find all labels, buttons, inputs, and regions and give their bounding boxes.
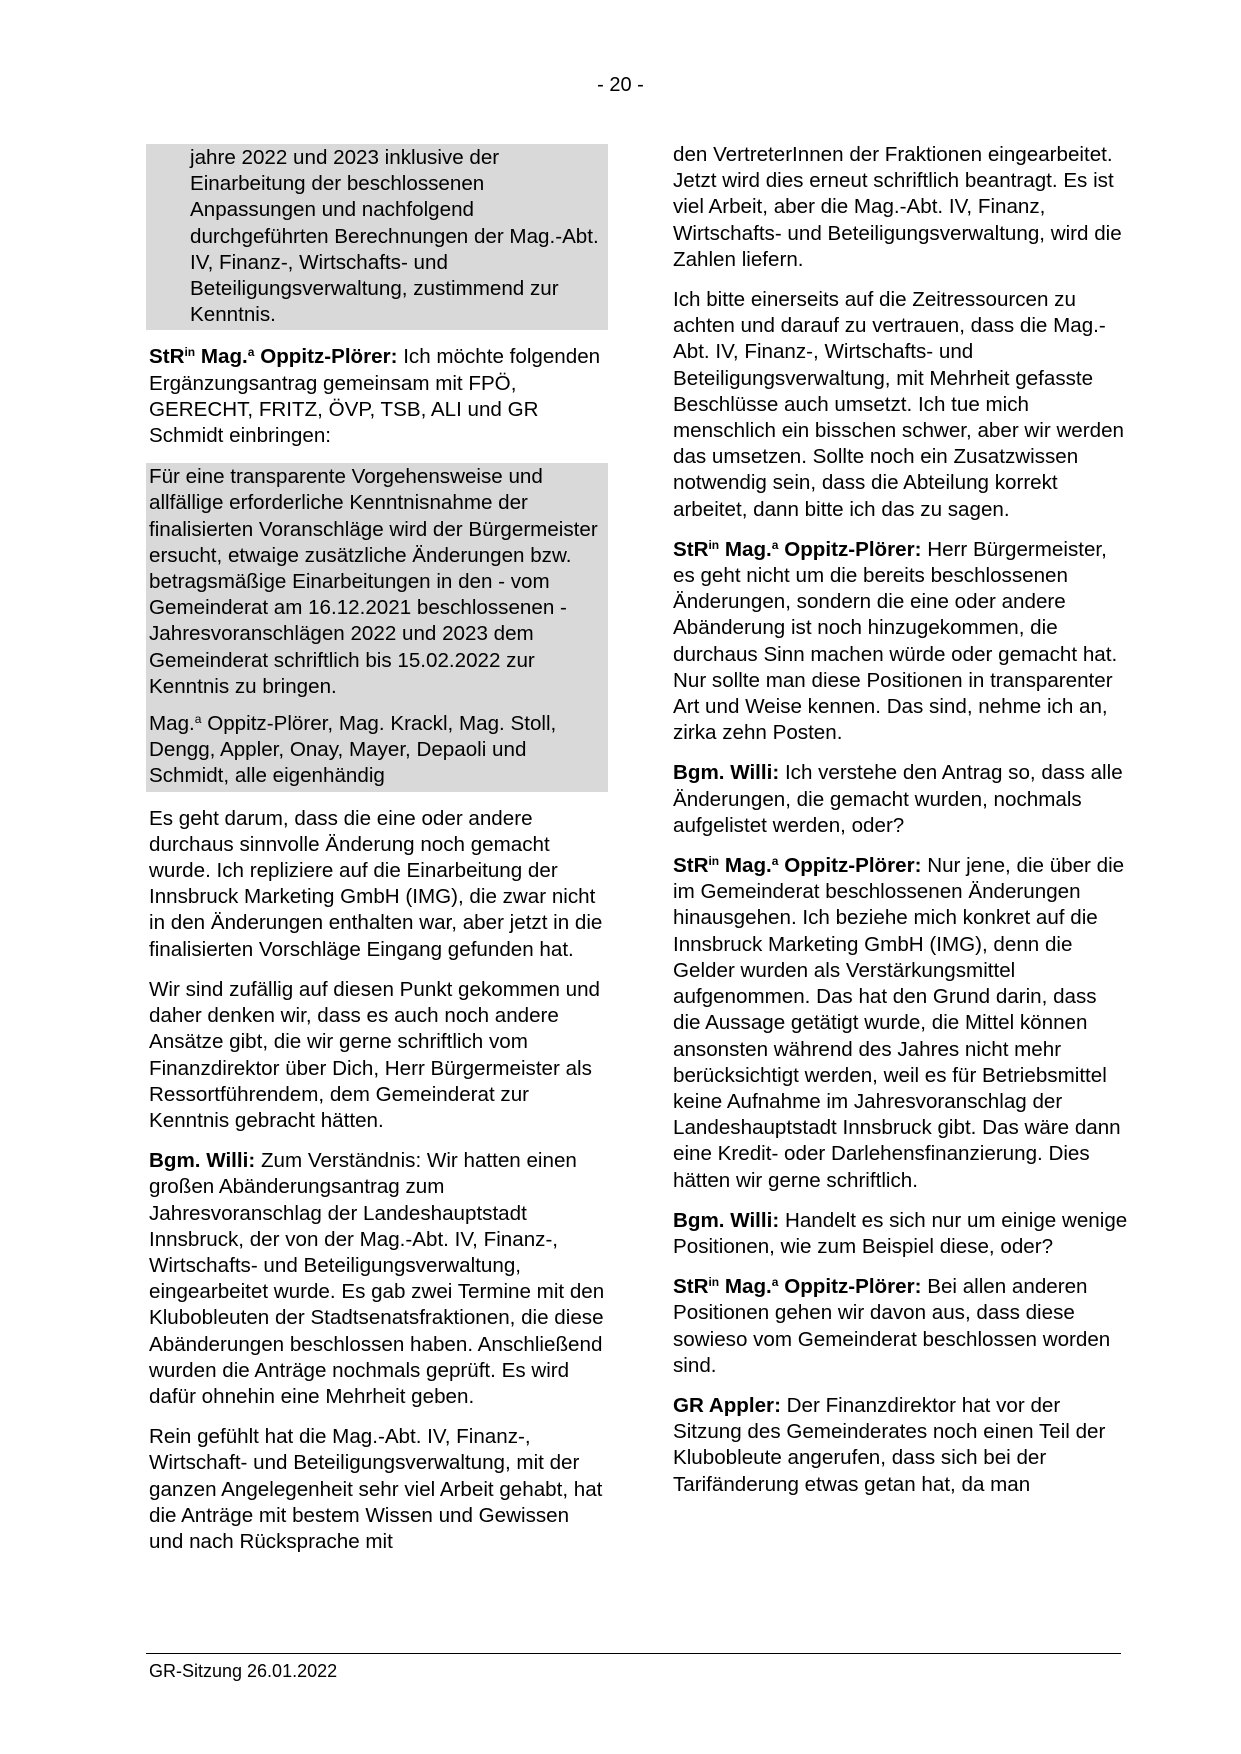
footer-session-date: GR-Sitzung 26.01.2022 xyxy=(149,1661,338,1681)
speech-text: Ich verstehe den Antrag so, dass alle Änderungen, die gemacht wurden, nochmals aufgelistet werden, oder? xyxy=(673,761,1123,837)
speech-text: Der Finanzdirektor hat vor der Sitzung des Gemeinderates noch einen Teil der Klubobleute angerufen, dass sich bei der Tarifänderung etwas getan hat, da man xyxy=(673,1393,1106,1496)
left-column xyxy=(146,144,608,1569)
paragraph: Es geht darum, dass die eine oder andere durchaus sinnvolle Änderung noch gemacht wurde. Ich repliziere auf die Einarbeitung der Innsbruck Marketing GmbH (IMG), die zwar nicht in den Änderungen enthalten war, aber jetzt in die finalisierten Vorschläge Eingang gefunden hat. xyxy=(149,806,603,961)
speaker-name: Bgm. Willi: xyxy=(673,761,780,785)
paragraph xyxy=(146,1148,608,1410)
speaker-name: Bgm. Willi: xyxy=(149,1149,256,1173)
paragraph: Wir sind zufällig auf diesen Punkt gekommen und daher denken wir, dass es auch noch andere Ansätze gibt, die wir gerne schriftlich vom Finanzdirektor über Dich, Herr Bürgermeister als Ressortführendem, dem Gemeinderat zur Kenntnis gebracht hätten. xyxy=(149,977,601,1132)
speaker-name: Bgm. Willi: xyxy=(673,1208,780,1232)
speech-text: Nur jene, die über die im Gemeinderat beschlossenen Änderungen hinausgehen. Ich beziehe mich konkret auf die Innsbruck Marketing GmbH (IMG), denn die Gelder wurden als Verstärkungsmittel aufgenommen. Das hat den Grund darin, dass die Aussage getätigt wurde, die Mittel können ansonsten während des Jahres nicht mehr berücksichtigt werden, weil es für Betriebsmittel keine Aufnahme im Jahresvoranschlag der Landeshauptstadt Innsbruck gibt. Das wäre dann eine Kredit- oder Darlehensfinanzierung. Dies hätten wir gerne schriftlich. xyxy=(673,854,1125,1192)
right-column xyxy=(670,144,1132,1512)
motion-text-continued-box xyxy=(146,144,608,330)
motion-text: Für eine transparente Vorgehensweise und allfällige erforderliche Kenntnisnahme der finalisierten Voranschläge wird der Bürgermeister ersucht, etwaige zusätzliche Änderungen bzw. betragsmäßige Einarbeitungen in den - vom Gemeinderat am 16.12.2021 beschlossenen - Jahresvoranschlägen 2022 und 2023 dem Gemeinderat schriftlich bis 15.02.2022 zur Kenntnis zu bringen. xyxy=(149,465,598,698)
motion-text-continued: jahre 2022 und 2023 inklusive der Einarbeitung der beschlossenen Anpassungen und nachfolgend durchgeführten Berechnungen der Mag.-Abt. IV, Finanz-, Wirtschafts- und Beteiligungsverwaltung, zustimmend zur Kenntnis. xyxy=(190,146,599,327)
speaker-name: GR Appler: xyxy=(673,1393,781,1417)
paragraph xyxy=(670,537,1132,747)
speech-text: Herr Bürgermeister, es geht nicht um die bereits beschlossenen Änderungen, sondern die eine oder andere Abänderung ist noch hinzugekommen, die durchaus Sinn machen würde oder gemacht hat. Nur sollte man diese Positionen in transparenter Art und Weise kennen. Das sind, nehme ich an, zirka zehn Posten. xyxy=(673,537,1118,745)
paragraph xyxy=(670,1393,1132,1498)
paragraph: den VertreterInnen der Fraktionen eingearbeitet. Jetzt wird dies erneut schriftlich beantragt. Es ist viel Arbeit, aber die Mag.-Abt. IV, Finanz, Wirtschafts- und Beteiligungsverwaltung, wird die Zahlen liefern. xyxy=(673,143,1122,271)
speech-text: Bei allen anderen Positionen gehen wir davon aus, dass diese sowieso vom Gemeinderat beschlossen worden sind. xyxy=(673,1275,1111,1377)
speaker-name: StR$^{in}$ Mag.$^a$ Oppitz-Plörer: xyxy=(673,537,922,561)
paragraph xyxy=(670,1274,1132,1379)
paragraph: Ich bitte einerseits auf die Zeitressourcen zu achten und darauf zu vertrauen, dass die Mag.-Abt. IV, Finanz-, Wirtschafts- und Beteiligungsverwaltung, mit Mehrheit gefasste Beschlüsse auch umsetzt. Ich tue mich menschlich ein bisschen schwer, aber wir werden das umsetzen. Sollte noch ein Zusatzwissen notwendig sein, dass die Abteilung korrekt arbeitet, dann bitte ich das zu sagen. xyxy=(673,288,1124,521)
paragraph: Rein gefühlt hat die Mag.-Abt. IV, Finanz-, Wirtschaft- und Beteiligungsverwaltung, mit der ganzen Angelegenheit sehr viel Arbeit gehabt, hat die Anträge mit bestem Wissen und Gewissen und nach Rücksprache mit xyxy=(149,1425,603,1553)
paragraph xyxy=(670,1208,1132,1260)
speaker-name: StR$^{in}$ Mag.$^a$ Oppitz-Plörer: xyxy=(673,854,922,878)
speech-text: Zum Verständnis: Wir hatten einen großen Abänderungsantrag zum Jahresvoranschlag der Landeshauptstadt Innsbruck, der von der Mag.-Abt. IV, Finanz-, Wirtschafts- und Beteiligungsverwaltung, eingearbeitet wurde. Es gab zwei Termine mit den Klubobleuten der Stadtsenatsfraktionen, die diese Abänderungen beschlossen haben. Anschließend wurden die Anträge nochmals geprüft. Es wird dafür ohnehin eine Mehrheit geben. xyxy=(149,1149,605,1408)
paragraph xyxy=(670,853,1132,1194)
speaker-name: StR$^{in}$ Mag.$^a$ Oppitz-Plörer: xyxy=(673,1275,922,1299)
paragraph xyxy=(670,760,1132,839)
paragraph xyxy=(146,344,608,449)
footer-divider xyxy=(146,1653,1121,1654)
speech-text: Handelt es sich nur um einige wenige Positionen, wie zum Beispiel diese, oder? xyxy=(673,1208,1128,1258)
motion-signatories: Mag.$^a$ Oppitz-Plörer, Mag. Krackl, Mag. Stoll, Dengg, Appler, Onay, Mayer, Depaoli und Schmidt, alle eigenhändig xyxy=(149,712,557,788)
speech-text: Ich möchte folgenden Ergänzungsantrag gemeinsam mit FPÖ, GERECHT, FRITZ, ÖVP, TSB, ALI und GR Schmidt einbringen: xyxy=(149,345,601,448)
supplementary-motion-box xyxy=(146,463,608,791)
page-number: - 20 - xyxy=(597,74,644,96)
speaker-name: StR$^{in}$ Mag.$^a$ Oppitz-Plörer: xyxy=(149,345,398,369)
